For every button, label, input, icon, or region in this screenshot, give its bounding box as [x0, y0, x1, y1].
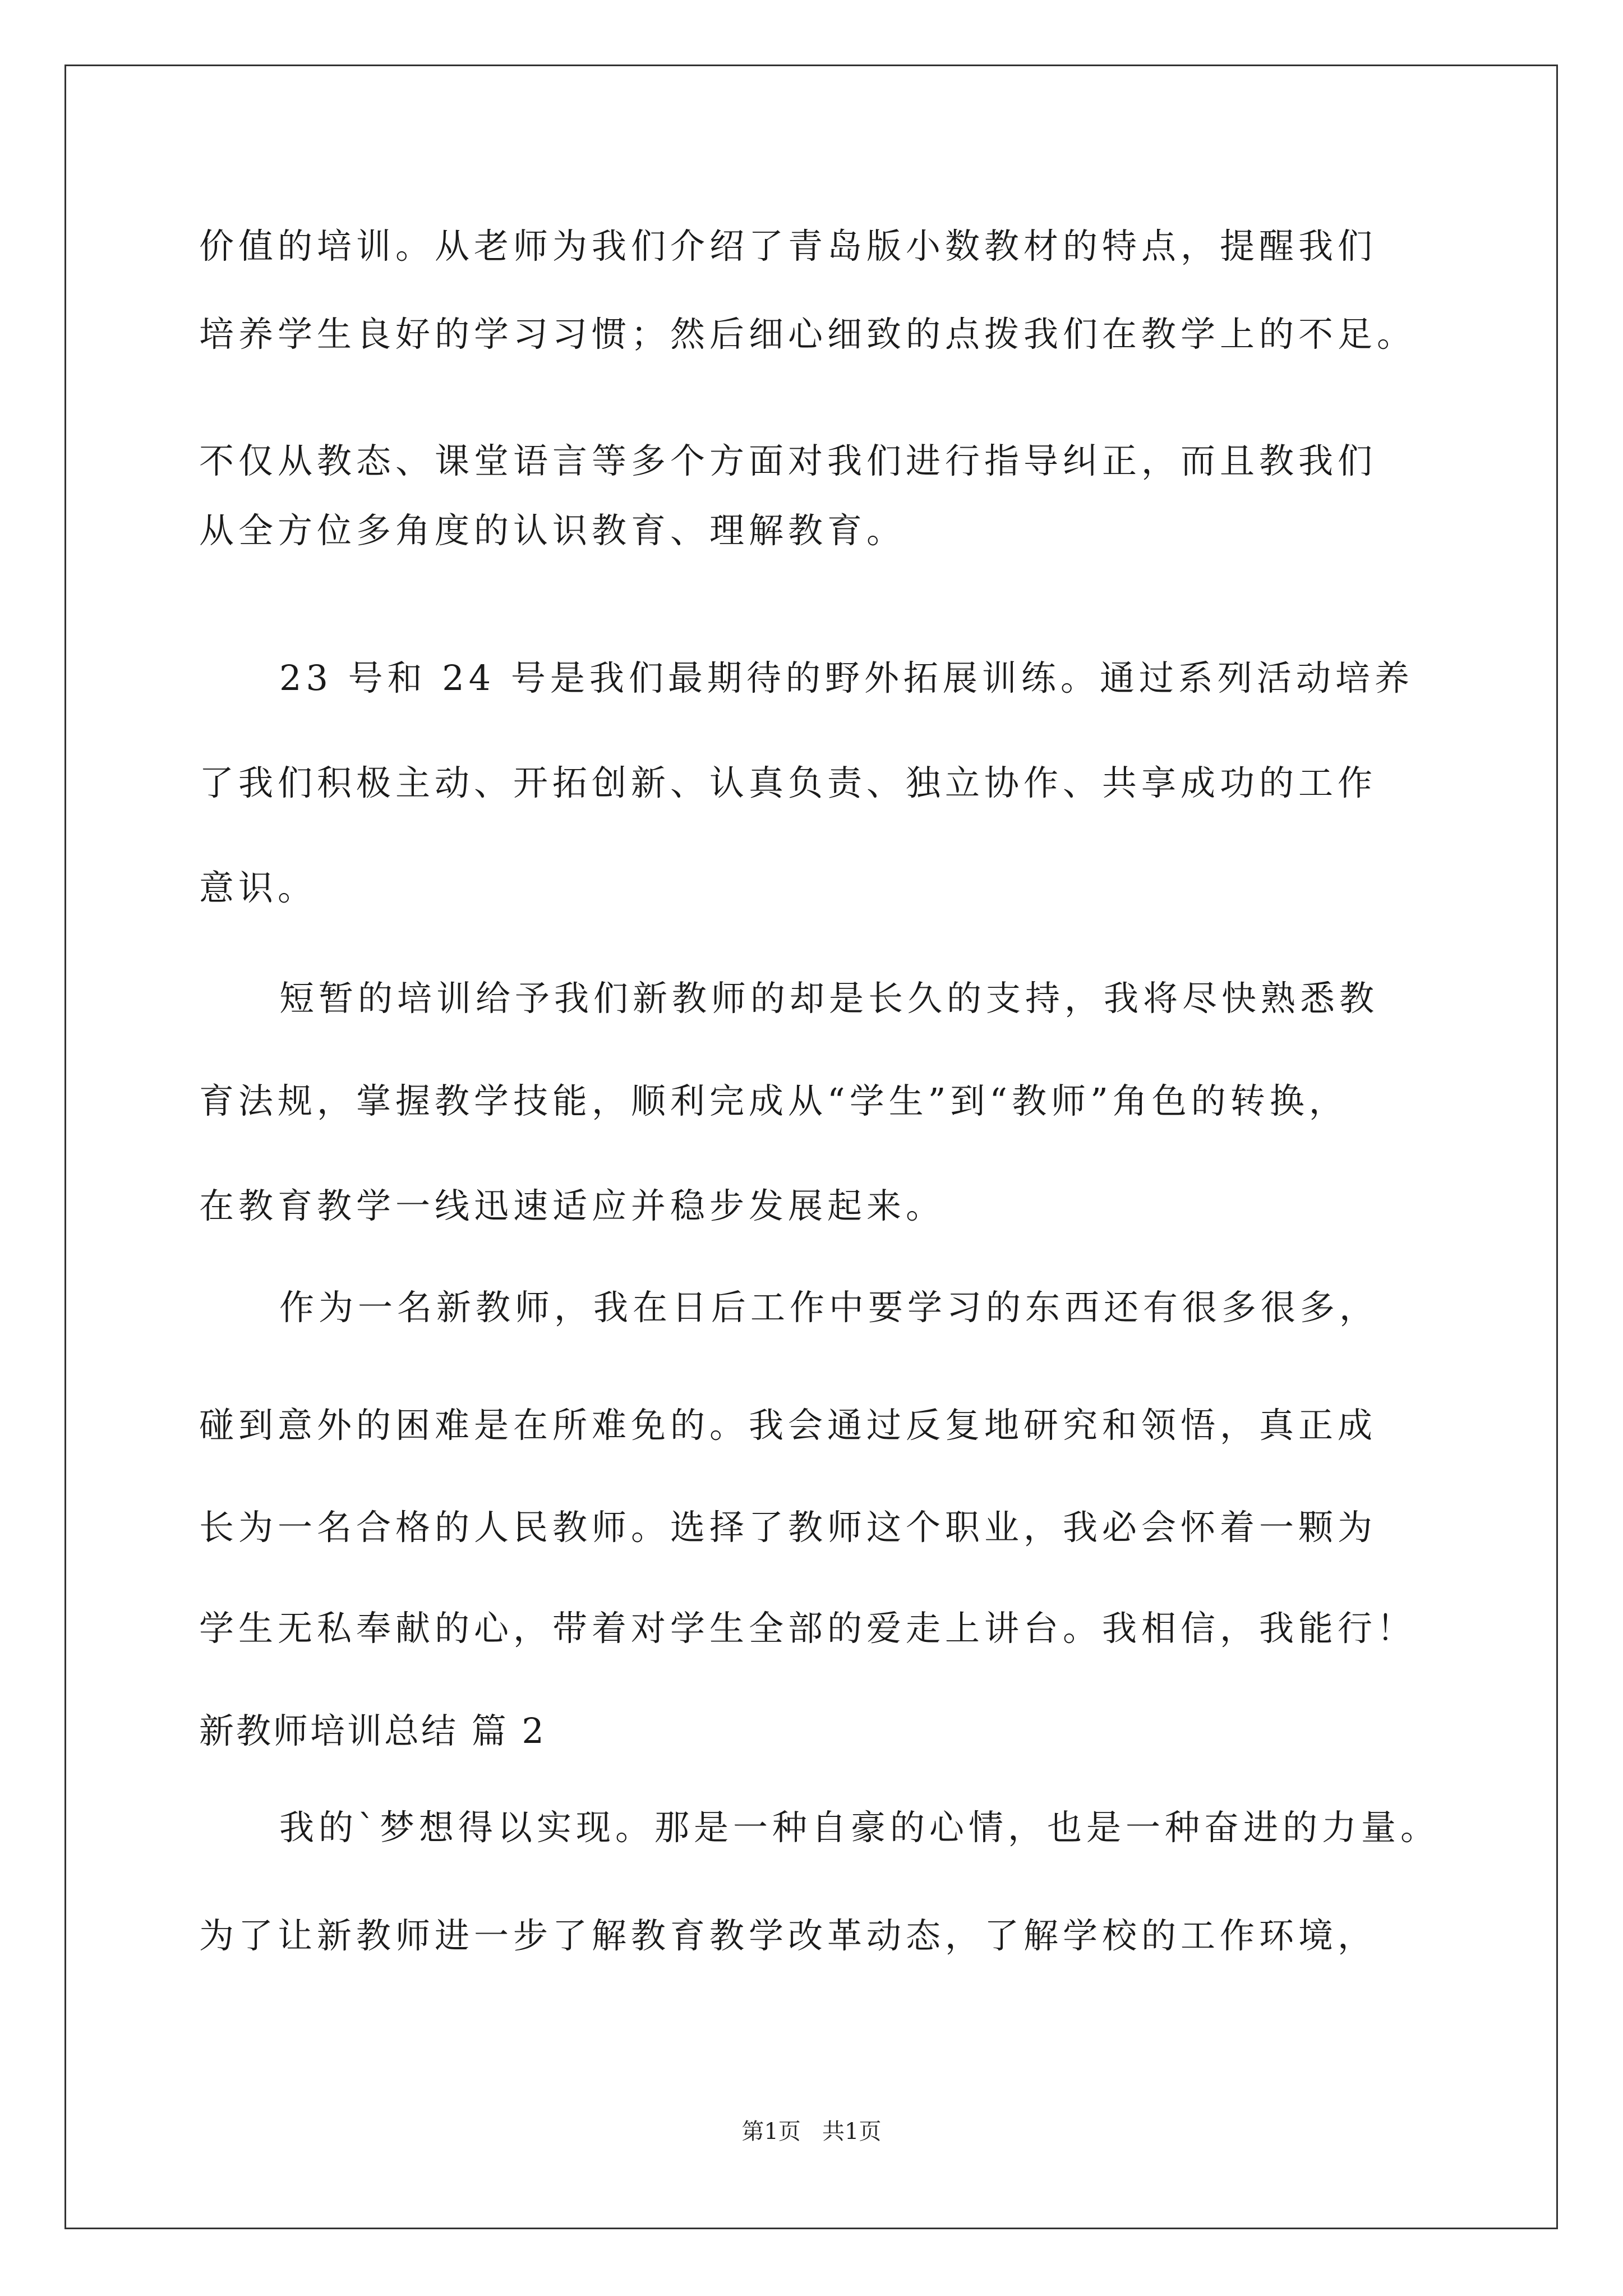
paragraph-first-line: 短暂的培训给予我们新教师的却是长久的支持，我将尽快熟悉教 [279, 978, 1379, 1019]
paragraph-line: 为了让新教师进一步了解教育教学改革动态，了解学校的工作环境， [199, 1915, 1377, 1956]
paragraph-first-line: 作为一名新教师，我在日后工作中要学习的东西还有很多很多， [279, 1287, 1379, 1328]
paragraph-line: 了我们积极主动、开拓创新、认真负责、独立协作、共享成功的工作 [199, 762, 1377, 803]
paragraph-first-line: 我的`梦想得以实现。那是一种自豪的心情，也是一种奋进的力量。 [279, 1807, 1440, 1848]
paragraph-line: 长为一名合格的人民教师。选择了教师这个职业，我必会怀着一颗为 [199, 1507, 1377, 1548]
section-heading: 新教师培训总结 篇 2 [199, 1710, 546, 1751]
paragraph-line: 意识。 [199, 867, 317, 908]
paragraph-line: 不仅从教态、课堂语言等多个方面对我们进行指导纠正，而且教我们 [199, 440, 1377, 481]
paragraph-line: 学生无私奉献的心，带着对学生全部的爱走上讲台。我相信，我能行！ [199, 1608, 1417, 1649]
paragraph-line: 价值的培训。从老师为我们介绍了青岛版小数教材的特点，提醒我们 [199, 226, 1377, 266]
page-number-footer: 第1页 共1页 [741, 2119, 882, 2145]
paragraph-first-line: 23 号和 24 号是我们最期待的野外拓展训练。通过系列活动培养 [279, 657, 1414, 698]
paragraph-line: 育法规，掌握教学技能，顺利完成从“学生”到“教师”角色的转换， [199, 1080, 1348, 1121]
paragraph-line: 培养学生良好的学习习惯；然后细心细致的点拨我们在教学上的不足。 [199, 314, 1417, 355]
paragraph-line: 在教育教学一线迅速适应并稳步发展起来。 [199, 1185, 946, 1226]
paragraph-line: 从全方位多角度的认识教育、理解教育。 [199, 510, 906, 551]
page-border [64, 65, 1558, 2229]
paragraph-line: 碰到意外的困难是在所难免的。我会通过反复地研究和领悟，真正成 [199, 1405, 1377, 1446]
